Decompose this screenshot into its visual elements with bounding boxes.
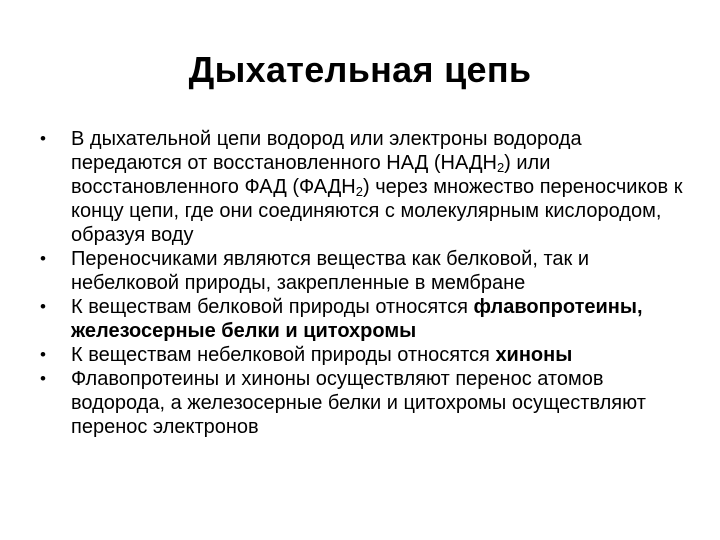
bullet-item xyxy=(40,343,690,367)
bullet-dot-icon: • xyxy=(40,129,46,148)
bold-term: флавопротеины, железосерные белки и цитохромы xyxy=(71,296,643,342)
bullet-text: ) через множество переносчиков к концу цепи, где они соединяются с молекулярным кислородом, образуя воду xyxy=(71,176,683,246)
bullet-item xyxy=(40,295,690,343)
bullet-text: Переносчиками являются вещества как белковой, так и небелковой природы, закрепленные в мембране xyxy=(71,248,589,294)
bullet-item xyxy=(40,367,690,439)
bullet-text: Флавопротеины и хиноны осуществляют перенос атомов водорода, а железосерные белки и цитохромы осуществляют перенос электронов xyxy=(71,368,646,438)
bullet-dot-icon: • xyxy=(40,249,46,268)
bullet-dot-icon: • xyxy=(40,297,46,316)
bullet-text: ) или восстановленного ФАД (ФАДН xyxy=(71,152,551,198)
bold-term: хиноны xyxy=(495,344,573,366)
bullet-text: В дыхательной цепи водород или электроны водорода передаются от восстановленного НАД (НАДН xyxy=(71,128,582,174)
subscript: 2 xyxy=(355,184,363,199)
bullet-item xyxy=(40,247,690,295)
bullet-text: К веществам небелковой природы относятся xyxy=(71,344,496,366)
subscript: 2 xyxy=(496,160,505,175)
bullet-list xyxy=(40,127,690,439)
slide-title: Дыхательная цепь xyxy=(188,49,532,90)
bullet-dot-icon: • xyxy=(40,345,46,364)
bullet-text: К веществам белковой природы относятся xyxy=(71,296,474,318)
bullet-item xyxy=(40,127,690,247)
bullet-dot-icon: • xyxy=(40,369,46,388)
